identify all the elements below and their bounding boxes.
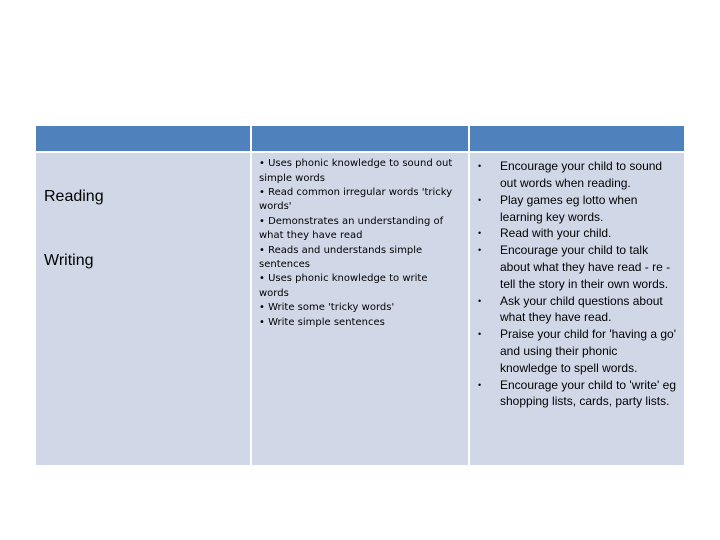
tip-text: Encourage your child to sound out words when reading. (500, 159, 663, 190)
tip-text: Ask your child questions about what they have read. (500, 293, 663, 325)
subject-cell (36, 153, 252, 465)
tip-item (470, 158, 676, 192)
bullet-icon: • (478, 295, 482, 306)
tips-list (470, 153, 684, 410)
tip-item (470, 293, 676, 327)
header-cell-skills (252, 126, 470, 153)
header-cell-subject (36, 126, 252, 153)
curriculum-table (36, 126, 684, 465)
skill-item: • Uses phonic knowledge to sound out simple words (259, 157, 458, 186)
header-cell-tips (470, 126, 684, 153)
skills-cell (252, 153, 470, 465)
tip-text: Encourage your child to 'write' eg shopping lists, cards, party lists. (500, 377, 677, 409)
table-body-row (36, 153, 684, 465)
tip-text: Read with your child. (500, 226, 612, 241)
subject-writing: Writing (44, 252, 94, 270)
bullet-icon: • (478, 228, 482, 239)
tip-text: Play games eg lotto when learning key words. (500, 192, 638, 224)
skill-item: • Read common irregular words 'tricky words' (259, 186, 458, 215)
skill-item: • Write simple sentences (259, 316, 458, 330)
skills-list (252, 153, 468, 330)
bullet-icon: • (478, 379, 482, 390)
tip-item (470, 242, 676, 292)
bullet-icon: • (478, 329, 482, 340)
tips-cell (470, 153, 684, 465)
skill-item: • Write some 'tricky words' (259, 301, 458, 315)
bullet-icon: • (478, 194, 482, 205)
skill-item: • Uses phonic knowledge to write words (259, 272, 458, 301)
tip-text: Encourage your child to talk about what they have read - re -tell the story in their own words. (500, 243, 671, 291)
subject-reading: Reading (44, 188, 104, 206)
tip-item (470, 377, 676, 411)
bullet-icon: • (478, 161, 482, 172)
skill-item: • Reads and understands simple sentences (259, 244, 458, 273)
tip-text: Praise your child for 'having a go' and using their phonic knowledge to spell words. (500, 327, 677, 375)
skill-item: • Demonstrates an understanding of what they have read (259, 215, 458, 244)
tip-item (470, 192, 676, 226)
tip-item (470, 326, 676, 376)
bullet-icon: • (478, 245, 482, 256)
tip-item (470, 225, 676, 242)
table-header-row (36, 126, 684, 153)
